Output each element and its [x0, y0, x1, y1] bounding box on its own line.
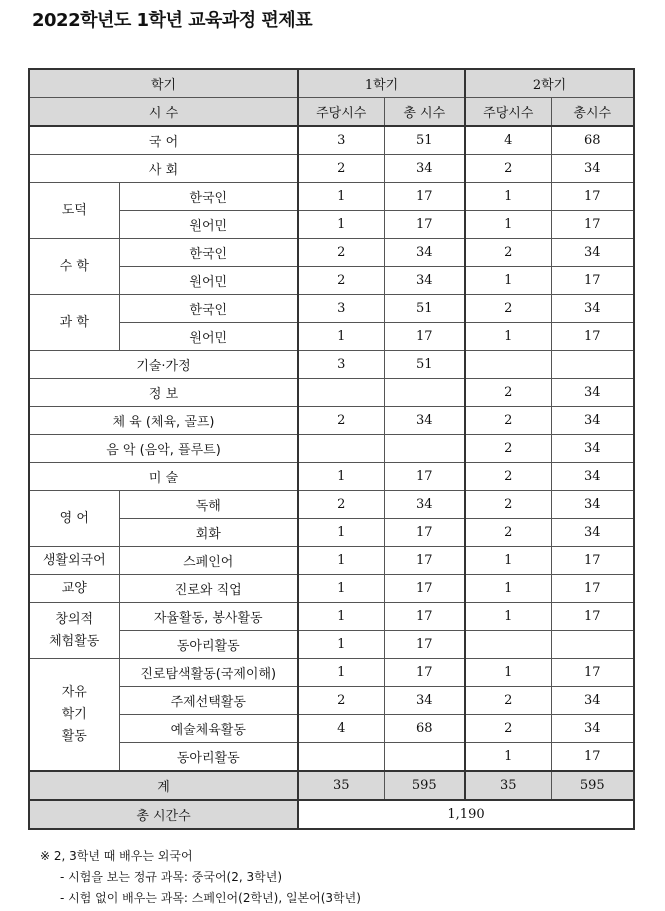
- table-row: [29, 379, 634, 407]
- hours-s2w: 2: [465, 407, 551, 435]
- subject-sub: 진로와 직업: [119, 575, 298, 603]
- subject-name: 기술·가정: [29, 351, 298, 379]
- table-body: [29, 126, 634, 771]
- subject-sub: 진로탐색활동(국제이해): [119, 659, 298, 687]
- hours-s1w: 1: [298, 463, 384, 491]
- hours-s1w: 1: [298, 323, 384, 351]
- semester-2-header: 2학기: [465, 69, 634, 98]
- table-row: [29, 491, 634, 519]
- hours-s2t: 34: [551, 463, 634, 491]
- subject-group: 교양: [29, 575, 119, 603]
- hours-s1t: 17: [384, 323, 465, 351]
- sum-sem2-total: 595: [551, 771, 634, 800]
- hours-s2t: [551, 351, 634, 379]
- hours-s2t: 17: [551, 323, 634, 351]
- hours-s2w: 2: [465, 463, 551, 491]
- hours-s1t: 34: [384, 407, 465, 435]
- note-3: - 시험 없이 배우는 과목: 스페인어(2학년), 일본어(3학년): [60, 891, 361, 905]
- hours-s1t: 34: [384, 687, 465, 715]
- sum-sem1-total: 595: [384, 771, 465, 800]
- hours-s2w: 1: [465, 183, 551, 211]
- note-1: ※ 2, 3학년 때 배우는 외국어: [40, 849, 193, 863]
- semester-label: 학기: [29, 69, 298, 98]
- hours-s2t: 34: [551, 715, 634, 743]
- hours-s1t: 51: [384, 126, 465, 155]
- hours-s1w: 2: [298, 491, 384, 519]
- table-row: [29, 547, 634, 575]
- subject-sub: 동아리활동: [119, 743, 298, 772]
- hours-s1w: 1: [298, 659, 384, 687]
- subject-name: 정 보: [29, 379, 298, 407]
- hours-s2w: 2: [465, 295, 551, 323]
- hours-s2t: 17: [551, 575, 634, 603]
- table-row: [29, 631, 634, 659]
- hours-s1t: 17: [384, 519, 465, 547]
- table-row: [29, 603, 634, 631]
- subject-sub: 한국인: [119, 183, 298, 211]
- table-row: [29, 519, 634, 547]
- hours-s1w: 2: [298, 407, 384, 435]
- hours-s2t: 34: [551, 407, 634, 435]
- hours-s2w: 2: [465, 435, 551, 463]
- table-row: [29, 435, 634, 463]
- hours-s1w: [298, 743, 384, 772]
- header-row-semester: [29, 69, 634, 98]
- hours-s2w: 2: [465, 155, 551, 183]
- hours-s1t: 17: [384, 575, 465, 603]
- page-title: 2022학년도 1학년 교육과정 편제표: [32, 10, 313, 31]
- curriculum-table: [28, 68, 635, 830]
- hours-label: 시 수: [29, 98, 298, 127]
- hours-s2t: 34: [551, 435, 634, 463]
- hours-s1w: 1: [298, 547, 384, 575]
- hours-s2t: 34: [551, 687, 634, 715]
- subject-sub: 독해: [119, 491, 298, 519]
- hours-s2t: 17: [551, 211, 634, 239]
- table-row: [29, 743, 634, 772]
- subject-group: 창의적 체험활동: [29, 603, 119, 659]
- hours-s2t: 17: [551, 743, 634, 772]
- subject-name: 사 회: [29, 155, 298, 183]
- hours-s2t: 17: [551, 267, 634, 295]
- subject-name: 체 육 (체육, 골프): [29, 407, 298, 435]
- hours-s2t: 34: [551, 379, 634, 407]
- table-row: [29, 295, 634, 323]
- hours-s2w: 1: [465, 547, 551, 575]
- sem2-weekly-header: 주당시수: [465, 98, 551, 127]
- sem1-total-header: 총 시수: [384, 98, 465, 127]
- hours-s1w: 1: [298, 575, 384, 603]
- subject-sub: 스페인어: [119, 547, 298, 575]
- hours-s1w: 1: [298, 183, 384, 211]
- subject-sub: 원어민: [119, 267, 298, 295]
- hours-s2w: 1: [465, 323, 551, 351]
- hours-s1w: 3: [298, 126, 384, 155]
- sum-sem1-weekly: 35: [298, 771, 384, 800]
- hours-s1w: 4: [298, 715, 384, 743]
- subject-group: 영 어: [29, 491, 119, 547]
- hours-s1w: 1: [298, 603, 384, 631]
- hours-s2w: 2: [465, 239, 551, 267]
- hours-s1w: [298, 379, 384, 407]
- hours-s1w: 2: [298, 267, 384, 295]
- hours-s1w: 1: [298, 211, 384, 239]
- hours-s2w: [465, 351, 551, 379]
- sum-label: 계: [29, 771, 298, 800]
- hours-s2w: 1: [465, 211, 551, 239]
- hours-s1t: 17: [384, 547, 465, 575]
- sum-row: [29, 771, 634, 800]
- hours-s2w: 1: [465, 603, 551, 631]
- hours-s1t: [384, 435, 465, 463]
- hours-s2t: 34: [551, 155, 634, 183]
- table-row: [29, 155, 634, 183]
- hours-s2w: 2: [465, 379, 551, 407]
- hours-s1t: [384, 743, 465, 772]
- hours-s1t: 34: [384, 267, 465, 295]
- hours-s2t: 34: [551, 519, 634, 547]
- hours-s1w: 3: [298, 351, 384, 379]
- table-row: [29, 715, 634, 743]
- table-row: [29, 323, 634, 351]
- hours-s2w: 4: [465, 126, 551, 155]
- subject-sub: 동아리활동: [119, 631, 298, 659]
- hours-s2w: [465, 631, 551, 659]
- hours-s1t: 17: [384, 211, 465, 239]
- hours-s1t: 34: [384, 155, 465, 183]
- subject-sub: 원어민: [119, 211, 298, 239]
- hours-s1t: 68: [384, 715, 465, 743]
- table-row: [29, 183, 634, 211]
- hours-s1t: 51: [384, 351, 465, 379]
- sum-sem2-weekly: 35: [465, 771, 551, 800]
- hours-s2w: 1: [465, 659, 551, 687]
- table-row: [29, 659, 634, 687]
- semester-1-header: 1학기: [298, 69, 465, 98]
- table-row: [29, 463, 634, 491]
- hours-s2w: 2: [465, 519, 551, 547]
- hours-s1w: [298, 435, 384, 463]
- subject-group: 자유 학기 활동: [29, 659, 119, 772]
- subject-sub: 자율활동, 봉사활동: [119, 603, 298, 631]
- subject-sub: 한국인: [119, 295, 298, 323]
- hours-s1t: 17: [384, 659, 465, 687]
- hours-s2t: 34: [551, 239, 634, 267]
- table-row: [29, 575, 634, 603]
- hours-s1t: 34: [384, 491, 465, 519]
- hours-s1w: 3: [298, 295, 384, 323]
- hours-s2t: 34: [551, 491, 634, 519]
- subject-group: 수 학: [29, 239, 119, 295]
- subject-sub: 주제선택활동: [119, 687, 298, 715]
- notes: [40, 846, 361, 909]
- table-row: [29, 407, 634, 435]
- table-row: [29, 126, 634, 155]
- hours-s2w: 1: [465, 267, 551, 295]
- hours-s1t: 51: [384, 295, 465, 323]
- table-row: [29, 239, 634, 267]
- hours-s2t: 17: [551, 659, 634, 687]
- hours-s2t: [551, 631, 634, 659]
- hours-s2t: 17: [551, 183, 634, 211]
- hours-s2t: 34: [551, 295, 634, 323]
- hours-s1t: 17: [384, 603, 465, 631]
- hours-s2w: 1: [465, 743, 551, 772]
- hours-s1t: 34: [384, 239, 465, 267]
- subject-sub: 예술체육활동: [119, 715, 298, 743]
- sem1-weekly-header: 주당시수: [298, 98, 384, 127]
- subject-group: 도덕: [29, 183, 119, 239]
- subject-name: 음 악 (음악, 플루트): [29, 435, 298, 463]
- hours-s1t: 17: [384, 463, 465, 491]
- hours-s1t: 17: [384, 631, 465, 659]
- subject-sub: 원어민: [119, 323, 298, 351]
- grand-total-value: 1,190: [298, 800, 634, 829]
- subject-name: 미 술: [29, 463, 298, 491]
- subject-group: 생활외국어: [29, 547, 119, 575]
- sem2-total-header: 총시수: [551, 98, 634, 127]
- header-row-hours: [29, 98, 634, 127]
- hours-s2t: 17: [551, 603, 634, 631]
- hours-s2w: 1: [465, 575, 551, 603]
- hours-s2t: 17: [551, 547, 634, 575]
- hours-s1w: 2: [298, 239, 384, 267]
- table-row: [29, 211, 634, 239]
- table-row: [29, 351, 634, 379]
- table-row: [29, 687, 634, 715]
- hours-s1w: 2: [298, 687, 384, 715]
- subject-name: 국 어: [29, 126, 298, 155]
- hours-s1w: 2: [298, 155, 384, 183]
- hours-s2t: 68: [551, 126, 634, 155]
- grand-total-row: [29, 800, 634, 829]
- hours-s1t: 17: [384, 183, 465, 211]
- subject-sub: 한국인: [119, 239, 298, 267]
- table-row: [29, 267, 634, 295]
- note-2: - 시험을 보는 정규 과목: 중국어(2, 3학년): [60, 870, 282, 884]
- hours-s1t: [384, 379, 465, 407]
- hours-s2w: 2: [465, 491, 551, 519]
- subject-sub: 회화: [119, 519, 298, 547]
- hours-s1w: 1: [298, 631, 384, 659]
- subject-group: 과 학: [29, 295, 119, 351]
- hours-s2w: 2: [465, 687, 551, 715]
- grand-total-label: 총 시간수: [29, 800, 298, 829]
- hours-s2w: 2: [465, 715, 551, 743]
- hours-s1w: 1: [298, 519, 384, 547]
